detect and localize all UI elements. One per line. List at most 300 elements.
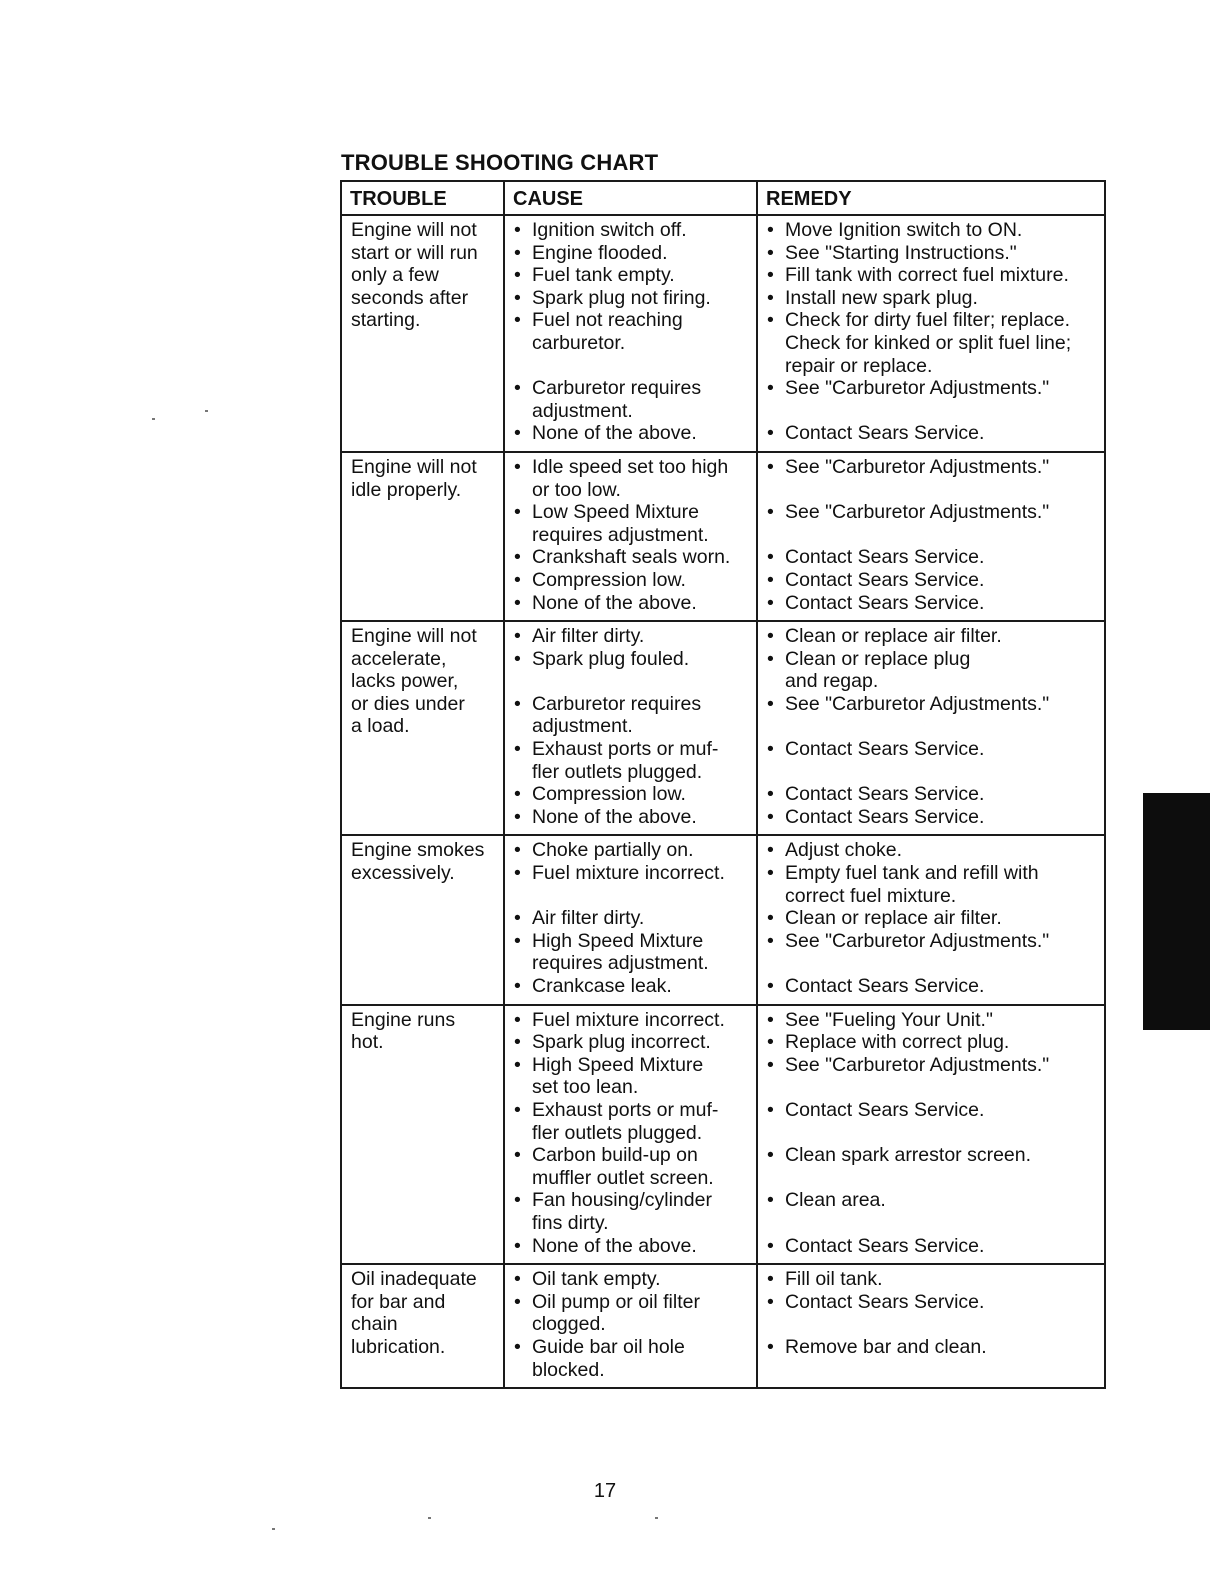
remedy-line — [767, 693, 1098, 716]
cause-line — [514, 1031, 750, 1054]
bullet-icon: • — [767, 738, 774, 761]
cause-cell — [504, 215, 757, 452]
bullet-icon: • — [514, 591, 521, 614]
cause-text: Crankshaft seals worn. — [532, 546, 731, 569]
trouble-text: idle properly. — [351, 478, 462, 501]
cause-text: High Speed Mixture — [532, 929, 704, 952]
bullet-icon: • — [767, 1290, 774, 1313]
bullet-icon: • — [767, 455, 774, 478]
cause-line — [514, 952, 750, 975]
cause-line — [514, 400, 750, 423]
scan-speck — [272, 1528, 275, 1530]
trouble-text: starting. — [351, 309, 421, 332]
cause-line — [514, 1144, 750, 1167]
remedy-line — [767, 287, 1098, 310]
cause-line — [514, 1291, 750, 1314]
remedy-text: See "Carburetor Adjustments." — [785, 455, 1050, 478]
cause-line — [514, 1235, 750, 1258]
remedy-line — [767, 1076, 1098, 1099]
cause-text: Exhaust ports or muf- — [532, 738, 719, 761]
cause-text: Carbon build-up on — [532, 1144, 698, 1167]
cause-text: Ignition switch off. — [532, 219, 687, 241]
cause-line — [514, 287, 750, 310]
remedy-cell — [757, 452, 1105, 621]
cause-text: Guide bar oil hole — [532, 1335, 685, 1358]
remedy-line — [767, 975, 1098, 998]
cause-line — [514, 839, 750, 862]
remedy-column-header: REMEDY — [757, 181, 1105, 215]
cause-line — [514, 1099, 750, 1122]
remedy-line — [767, 783, 1098, 806]
bullet-icon: • — [514, 455, 521, 478]
remedy-text: repair or replace. — [785, 354, 933, 377]
cause-text: fins dirty. — [532, 1211, 609, 1234]
remedy-line — [767, 862, 1098, 885]
remedy-line — [767, 546, 1098, 569]
cause-text: requires adjustment. — [532, 523, 709, 546]
cause-line — [514, 670, 750, 693]
trouble-text: seconds after — [351, 286, 469, 309]
bullet-icon: • — [514, 1189, 521, 1212]
remedy-line — [767, 907, 1098, 930]
bullet-icon: • — [514, 805, 521, 828]
cause-line — [514, 422, 750, 445]
bullet-icon: • — [514, 862, 521, 885]
trouble-column-header: TROUBLE — [341, 181, 504, 215]
trouble-text: Engine will not — [351, 455, 477, 478]
page-title: TROUBLE SHOOTING CHART — [341, 150, 659, 175]
trouble-text: Engine runs — [351, 1008, 456, 1031]
remedy-text: Clean or replace air filter. — [785, 625, 1002, 648]
remedy-text: Clean or replace plug — [785, 647, 971, 670]
remedy-line — [767, 1054, 1098, 1077]
remedy-line — [767, 715, 1098, 738]
cause-text: or too low. — [532, 478, 621, 501]
cause-line — [514, 456, 750, 479]
cause-line — [514, 1009, 750, 1032]
remedy-line — [767, 355, 1098, 378]
cause-text: Compression low. — [532, 783, 686, 806]
cause-text: None of the above. — [532, 1234, 697, 1257]
cause-text: fler outlets plugged. — [532, 760, 703, 783]
trouble-text: lacks power, — [351, 670, 459, 693]
cause-line — [514, 693, 750, 716]
bullet-icon: • — [514, 1268, 521, 1291]
remedy-line — [767, 885, 1098, 908]
scan-speck — [428, 1517, 431, 1519]
bullet-icon: • — [514, 975, 521, 997]
cause-line — [514, 1313, 750, 1336]
trouble-text: Oil inadequate — [351, 1268, 477, 1291]
remedy-line — [767, 738, 1098, 761]
remedy-text: Remove bar and clean. — [785, 1335, 987, 1358]
bullet-icon: • — [767, 1053, 774, 1076]
bullet-icon: • — [514, 377, 521, 400]
bullet-icon: • — [514, 1008, 521, 1031]
trouble-cell — [341, 1005, 504, 1265]
cause-line — [514, 355, 750, 378]
bullet-icon: • — [514, 1335, 521, 1358]
remedy-text: Contact Sears Service. — [785, 1098, 985, 1121]
remedy-line — [767, 1336, 1098, 1359]
cause-text: None of the above. — [532, 805, 697, 828]
cause-text: Oil tank empty. — [532, 1268, 661, 1291]
trouble-text: excessively. — [351, 862, 455, 885]
cause-line — [514, 1359, 750, 1382]
cause-text: Engine flooded. — [532, 241, 668, 264]
bullet-icon: • — [767, 975, 774, 997]
cause-text: None of the above. — [532, 422, 697, 445]
page-number: 17 — [593, 1480, 617, 1502]
remedy-text: Contact Sears Service. — [785, 783, 985, 806]
cause-line — [514, 332, 750, 355]
bullet-icon: • — [514, 1053, 521, 1076]
bullet-icon: • — [767, 546, 774, 569]
cause-text: Air filter dirty. — [532, 625, 645, 648]
bullet-icon: • — [767, 647, 774, 670]
remedy-text: See "Carburetor Adjustments." — [785, 929, 1050, 952]
bullet-icon: • — [514, 422, 521, 445]
remedy-line — [767, 242, 1098, 265]
remedy-text: and regap. — [785, 670, 879, 693]
cause-line — [514, 501, 750, 524]
bullet-icon: • — [767, 286, 774, 309]
bullet-icon: • — [514, 1290, 521, 1313]
remedy-text: See "Carburetor Adjustments." — [785, 692, 1050, 715]
remedy-line — [767, 479, 1098, 502]
trouble-text: start or will run — [351, 241, 478, 264]
section-tab-marker — [1143, 793, 1210, 1030]
cause-text: Compression low. — [532, 568, 686, 591]
remedy-cell — [757, 215, 1105, 452]
bullet-icon: • — [767, 422, 774, 445]
trouble-text: chain — [351, 1313, 398, 1336]
remedy-text: correct fuel mixture. — [785, 884, 957, 907]
cause-text: Air filter dirty. — [532, 907, 645, 930]
trouble-text: accelerate, — [351, 647, 447, 670]
bullet-icon: • — [767, 1268, 774, 1291]
bullet-icon: • — [767, 1098, 774, 1121]
remedy-line — [767, 1359, 1098, 1382]
remedy-text: Contact Sears Service. — [785, 568, 985, 591]
cause-text: adjustment. — [532, 399, 633, 422]
remedy-line — [767, 648, 1098, 671]
remedy-text: Clean area. — [785, 1189, 886, 1212]
remedy-text: Contact Sears Service. — [785, 546, 985, 569]
cause-line — [514, 1122, 750, 1145]
cause-line — [514, 715, 750, 738]
cause-text: Fuel mixture incorrect. — [532, 862, 725, 885]
cause-text: Fuel tank empty. — [532, 264, 675, 287]
cause-text: Carburetor requires — [532, 692, 702, 715]
remedy-cell — [757, 621, 1105, 835]
trouble-cell — [341, 835, 504, 1004]
trouble-text: only a few — [351, 264, 439, 287]
remedy-cell — [757, 1264, 1105, 1388]
cause-text: Fuel not reaching — [532, 309, 683, 332]
remedy-text: Contact Sears Service. — [785, 422, 985, 445]
remedy-line — [767, 952, 1098, 975]
trouble-cell — [341, 215, 504, 452]
trouble-text: or dies under — [351, 692, 465, 715]
cause-text: Carburetor requires — [532, 377, 702, 400]
cause-text: Idle speed set too high — [532, 455, 729, 478]
remedy-text: Fill oil tank. — [785, 1268, 883, 1291]
remedy-line — [767, 400, 1098, 423]
cause-cell — [504, 1264, 757, 1388]
bullet-icon: • — [767, 264, 774, 287]
remedy-text: Fill tank with correct fuel mixture. — [785, 264, 1069, 287]
cause-text: Oil pump or oil filter — [532, 1290, 700, 1313]
cause-text: adjustment. — [532, 715, 633, 738]
trouble-shooting-table — [340, 180, 1106, 1389]
remedy-line — [767, 1313, 1098, 1336]
remedy-text: Contact Sears Service. — [785, 1234, 985, 1257]
remedy-line — [767, 1167, 1098, 1190]
remedy-line — [767, 670, 1098, 693]
cause-line — [514, 309, 750, 332]
cause-text: Exhaust ports or muf- — [532, 1098, 719, 1121]
cause-text: Fan housing/cylinder — [532, 1189, 712, 1212]
bullet-icon: • — [514, 783, 521, 806]
remedy-text: Install new spark plug. — [785, 286, 978, 309]
cause-cell — [504, 452, 757, 621]
remedy-text: Contact Sears Service. — [785, 591, 985, 614]
cause-line — [514, 242, 750, 265]
remedy-line — [767, 1268, 1098, 1291]
remedy-text: Check for kinked or split fuel line; — [785, 331, 1072, 354]
cause-line — [514, 546, 750, 569]
remedy-text: See "Starting Instructions." — [785, 241, 1017, 264]
remedy-line — [767, 625, 1098, 648]
bullet-icon: • — [514, 219, 521, 241]
bullet-icon: • — [767, 805, 774, 828]
bullet-icon: • — [767, 692, 774, 715]
bullet-icon: • — [767, 907, 774, 930]
cause-line — [514, 1167, 750, 1190]
cause-line — [514, 377, 750, 400]
bullet-icon: • — [514, 738, 521, 761]
trouble-text: Engine smokes — [351, 839, 485, 862]
cause-line — [514, 885, 750, 908]
remedy-line — [767, 1189, 1098, 1212]
bullet-icon: • — [514, 839, 521, 862]
cause-text: Fuel mixture incorrect. — [532, 1008, 725, 1031]
bullet-icon: • — [514, 568, 521, 591]
remedy-line — [767, 839, 1098, 862]
remedy-line — [767, 1144, 1098, 1167]
cause-text: Low Speed Mixture — [532, 501, 699, 524]
bullet-icon: • — [514, 286, 521, 309]
remedy-text: Contact Sears Service. — [785, 1290, 985, 1313]
remedy-text: See "Carburetor Adjustments." — [785, 1053, 1050, 1076]
remedy-line — [767, 806, 1098, 829]
cause-line — [514, 1189, 750, 1212]
remedy-line — [767, 1031, 1098, 1054]
bullet-icon: • — [767, 625, 774, 648]
remedy-line — [767, 1291, 1098, 1314]
cause-line — [514, 862, 750, 885]
remedy-line — [767, 524, 1098, 547]
cause-line — [514, 219, 750, 242]
remedy-text: Empty fuel tank and refill with — [785, 862, 1039, 885]
cause-text: None of the above. — [532, 591, 697, 614]
remedy-line — [767, 501, 1098, 524]
remedy-line — [767, 1009, 1098, 1032]
cause-cell — [504, 1005, 757, 1265]
remedy-text: See "Carburetor Adjustments." — [785, 377, 1050, 400]
cause-line — [514, 569, 750, 592]
bullet-icon: • — [767, 241, 774, 264]
bullet-icon: • — [514, 907, 521, 930]
cause-text: Spark plug not firing. — [532, 286, 711, 309]
remedy-line — [767, 219, 1098, 242]
remedy-line — [767, 569, 1098, 592]
table-row — [341, 215, 1105, 452]
bullet-icon: • — [767, 1008, 774, 1031]
cause-line — [514, 930, 750, 953]
remedy-cell — [757, 1005, 1105, 1265]
cause-line — [514, 907, 750, 930]
bullet-icon: • — [767, 1335, 774, 1358]
scan-speck — [655, 1517, 658, 1519]
bullet-icon: • — [767, 929, 774, 952]
remedy-text: Replace with correct plug. — [785, 1031, 1010, 1054]
remedy-line — [767, 1235, 1098, 1258]
cause-line — [514, 761, 750, 784]
trouble-text: lubrication. — [351, 1335, 446, 1358]
remedy-line — [767, 930, 1098, 953]
bullet-icon: • — [767, 568, 774, 591]
table-row — [341, 1264, 1105, 1388]
remedy-line — [767, 1122, 1098, 1145]
cause-line — [514, 1336, 750, 1359]
trouble-cell — [341, 452, 504, 621]
scan-speck — [152, 418, 155, 420]
cause-line — [514, 648, 750, 671]
cause-line — [514, 592, 750, 615]
cause-text: Choke partially on. — [532, 839, 694, 862]
bullet-icon: • — [767, 219, 774, 241]
cause-line — [514, 806, 750, 829]
remedy-line — [767, 1212, 1098, 1235]
cause-line — [514, 625, 750, 648]
chart-body — [341, 215, 1105, 1388]
cause-line — [514, 783, 750, 806]
remedy-text: Adjust choke. — [785, 839, 903, 862]
remedy-line — [767, 264, 1098, 287]
table-row — [341, 452, 1105, 621]
cause-cell — [504, 835, 757, 1004]
bullet-icon: • — [767, 1144, 774, 1167]
cause-text: set too lean. — [532, 1076, 639, 1099]
remedy-line — [767, 309, 1098, 332]
scan-speck — [205, 410, 208, 412]
bullet-icon: • — [514, 309, 521, 332]
cause-text: muffler outlet screen. — [532, 1166, 714, 1189]
cause-text: clogged. — [532, 1313, 606, 1336]
cause-column-header: CAUSE — [504, 181, 757, 215]
cause-text: fler outlets plugged. — [532, 1121, 703, 1144]
remedy-line — [767, 422, 1098, 445]
header-row — [341, 181, 1105, 215]
cause-text: blocked. — [532, 1358, 605, 1381]
cause-cell — [504, 621, 757, 835]
trouble-cell — [341, 1264, 504, 1388]
trouble-text: Engine will not — [351, 625, 477, 648]
cause-line — [514, 264, 750, 287]
remedy-text: Check for dirty fuel filter; replace. — [785, 309, 1071, 332]
bullet-icon: • — [514, 501, 521, 524]
cause-text: Crankcase leak. — [532, 975, 672, 997]
cause-text: requires adjustment. — [532, 952, 709, 975]
remedy-text: Contact Sears Service. — [785, 975, 985, 997]
table-row — [341, 835, 1105, 1004]
trouble-cell — [341, 621, 504, 835]
trouble-text: for bar and — [351, 1290, 446, 1313]
remedy-text: Contact Sears Service. — [785, 805, 985, 828]
bullet-icon: • — [767, 309, 774, 332]
remedy-text: See "Carburetor Adjustments." — [785, 501, 1050, 524]
bullet-icon: • — [514, 1031, 521, 1054]
bullet-icon: • — [514, 1234, 521, 1257]
bullet-icon: • — [514, 264, 521, 287]
remedy-line — [767, 761, 1098, 784]
bullet-icon: • — [514, 625, 521, 648]
remedy-text: Clean spark arrestor screen. — [785, 1144, 1032, 1167]
cause-text: carburetor. — [532, 331, 626, 354]
remedy-text: See "Fueling Your Unit." — [785, 1008, 993, 1031]
bullet-icon: • — [514, 929, 521, 952]
bullet-icon: • — [514, 1144, 521, 1167]
remedy-line — [767, 592, 1098, 615]
cause-line — [514, 1268, 750, 1291]
bullet-icon: • — [767, 377, 774, 400]
cause-text: Spark plug incorrect. — [532, 1031, 711, 1054]
bullet-icon: • — [514, 647, 521, 670]
remedy-text: Clean or replace air filter. — [785, 907, 1002, 930]
bullet-icon: • — [767, 501, 774, 524]
cause-line — [514, 975, 750, 998]
bullet-icon: • — [514, 1098, 521, 1121]
remedy-line — [767, 377, 1098, 400]
bullet-icon: • — [767, 839, 774, 862]
cause-line — [514, 1076, 750, 1099]
bullet-icon: • — [767, 1234, 774, 1257]
cause-line — [514, 479, 750, 502]
cause-line — [514, 524, 750, 547]
remedy-line — [767, 456, 1098, 479]
cause-text: Spark plug fouled. — [532, 647, 690, 670]
bullet-icon: • — [767, 1031, 774, 1054]
table-row — [341, 1005, 1105, 1265]
trouble-text: Engine will not — [351, 219, 477, 241]
bullet-icon: • — [767, 862, 774, 885]
bullet-icon: • — [767, 783, 774, 806]
remedy-line — [767, 332, 1098, 355]
bullet-icon: • — [514, 241, 521, 264]
cause-text: High Speed Mixture — [532, 1053, 704, 1076]
remedy-cell — [757, 835, 1105, 1004]
table-row — [341, 621, 1105, 835]
bullet-icon: • — [767, 1189, 774, 1212]
trouble-text: hot. — [351, 1031, 384, 1054]
remedy-line — [767, 1099, 1098, 1122]
cause-line — [514, 738, 750, 761]
bullet-icon: • — [767, 591, 774, 614]
trouble-text: a load. — [351, 715, 410, 738]
remedy-text: Contact Sears Service. — [785, 738, 985, 761]
